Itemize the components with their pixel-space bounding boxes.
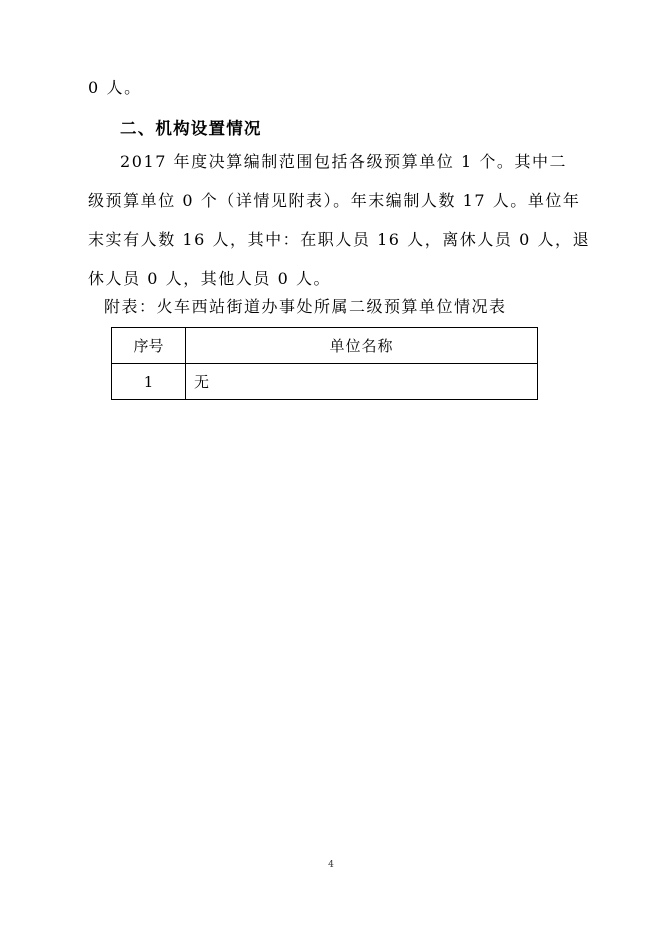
header-serial-number: 序号	[112, 328, 186, 364]
paragraph-line: 级预算单位 0 个（详情见附表）。年末编制人数 17 人。单位年	[88, 191, 581, 210]
paragraph-line: 休人员 0 人，其他人员 0 人。	[88, 269, 332, 288]
cell-serial-number: 1	[112, 364, 186, 400]
page-number: 4	[328, 860, 334, 870]
cell-unit-name: 无	[186, 364, 538, 400]
unit-table	[111, 327, 538, 400]
table-header-row	[112, 328, 538, 364]
carry-over-line: 0 人。	[88, 78, 142, 97]
paragraph-line: 2017 年度决算编制范围包括各级预算单位 1 个。其中二	[120, 152, 568, 171]
paragraph-line: 末实有人数 16 人，其中：在职人员 16 人，离休人员 0 人，退	[88, 230, 591, 249]
section-heading: 二、机构设置情况	[120, 119, 262, 138]
table-row	[112, 364, 538, 400]
header-unit-name: 单位名称	[186, 328, 538, 364]
table-caption: 附表：火车西站街道办事处所属二级预算单位情况表	[104, 297, 507, 316]
body-paragraph	[88, 152, 591, 308]
